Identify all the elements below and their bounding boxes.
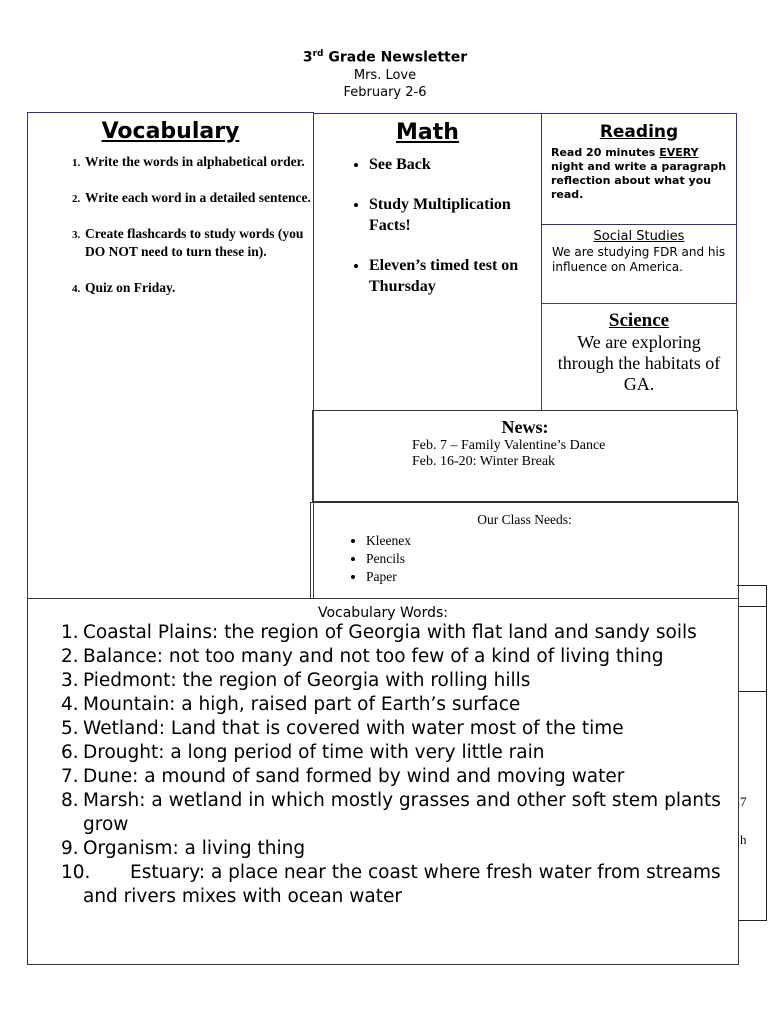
list-item: Feb. 7 – Family Valentine’s Dance xyxy=(412,438,606,453)
social-studies-section xyxy=(541,224,737,304)
list-item: 3. Piedmont: the region of Georgia with rolling hills xyxy=(61,670,531,691)
reading-section xyxy=(541,113,737,225)
hidden-box-fragment: h xyxy=(740,832,747,847)
class-needs-heading: Our Class Needs: xyxy=(477,512,572,527)
science-heading: Science xyxy=(608,310,670,331)
list-item: • Paper xyxy=(366,568,738,586)
news-section xyxy=(312,410,738,502)
vocabulary-words-list xyxy=(28,621,738,909)
social-studies-text: We are studying FDR and his influence on America. xyxy=(552,245,726,274)
math-section xyxy=(313,113,542,411)
newsletter-title: 3rd Grade Newsletter xyxy=(302,49,468,66)
news-list xyxy=(412,438,737,470)
list-item: 2. Write each word in a detailed sentence. xyxy=(83,189,313,207)
science-text: We are exploring through the habitats of GA. xyxy=(557,332,721,394)
vocabulary-task-list xyxy=(28,153,313,297)
list-item: 3. Create flashcards to study words (you DO NOT need to turn these in). xyxy=(83,225,313,261)
list-item: • Eleven’s timed test on Thursday xyxy=(369,255,541,297)
list-item: 9. Organism: a living thing xyxy=(61,838,306,859)
class-needs-list xyxy=(311,532,738,586)
list-item: • Study Multiplication Facts! xyxy=(369,194,541,236)
partially-hidden-box xyxy=(737,585,767,921)
reading-text: Read 20 minutes EVERY night and write a paragraph reflection about what you read. xyxy=(551,146,727,201)
hidden-box-divider xyxy=(737,606,766,607)
vocabulary-section xyxy=(27,112,314,602)
hidden-box-fragment: 7 xyxy=(740,794,747,809)
science-section xyxy=(541,303,737,411)
list-item: 1. Write the words in alphabetical order. xyxy=(83,153,313,171)
reading-heading: Reading xyxy=(599,122,679,142)
vocabulary-heading: Vocabulary xyxy=(101,119,240,144)
math-heading: Math xyxy=(396,120,459,145)
list-item: 7. Dune: a mound of sand formed by wind and moving water xyxy=(61,766,625,787)
vocabulary-words-heading: Vocabulary Words: xyxy=(317,605,449,621)
list-item: 4. Mountain: a high, raised part of Earth’s surface xyxy=(61,694,521,715)
list-item: • See Back xyxy=(369,154,541,175)
social-studies-heading: Social Studies xyxy=(593,229,685,244)
math-task-list xyxy=(314,154,541,297)
list-item: • Pencils xyxy=(366,550,738,568)
list-item: 5. Wetland: Land that is covered with water most of the time xyxy=(61,718,624,739)
vocabulary-words-section xyxy=(27,598,739,965)
list-item: Feb. 16-20: Winter Break xyxy=(412,454,556,469)
newsletter-header xyxy=(0,46,770,101)
news-heading: News: xyxy=(501,417,549,437)
class-needs-section xyxy=(310,502,739,602)
week-dates: February 2-6 xyxy=(343,84,427,100)
list-item: 4. Quiz on Friday. xyxy=(83,279,313,297)
list-item: 8. Marsh: a wetland in which mostly grasses and other soft stem plants grow xyxy=(61,790,721,835)
list-item: 2. Balance: not too many and not too few of a kind of living thing xyxy=(61,646,664,667)
teacher-name: Mrs. Love xyxy=(353,67,417,83)
list-item: 1. Coastal Plains: the region of Georgia with flat land and sandy soils xyxy=(61,622,697,643)
hidden-box-divider xyxy=(737,691,766,692)
list-item: 6. Drought: a long period of time with very little rain xyxy=(61,742,545,763)
list-item: • Kleenex xyxy=(366,532,738,550)
list-item: 10. Estuary: a place near the coast where fresh water from streams and rivers mixes with ocean water xyxy=(61,862,721,907)
